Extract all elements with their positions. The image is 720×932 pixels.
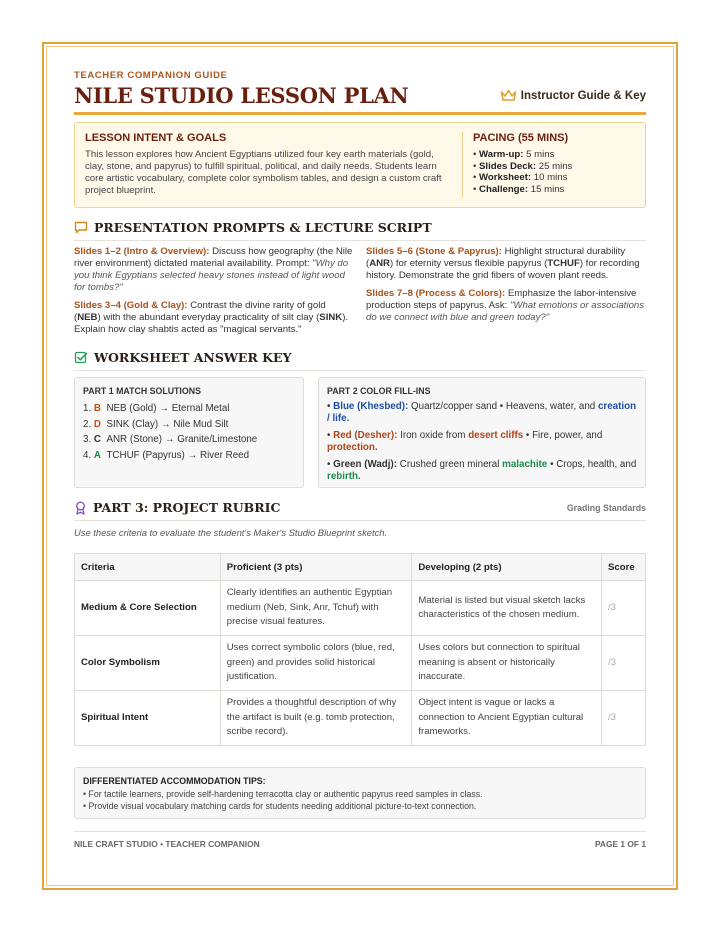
score-cell: /3 xyxy=(602,581,646,636)
tips-heading: DIFFERENTIATED ACCOMMODATION TIPS: xyxy=(83,776,266,786)
footer-rule xyxy=(74,831,646,832)
rubric-heading-row xyxy=(74,500,646,515)
title-row xyxy=(74,83,646,108)
match-solutions-box xyxy=(74,377,304,488)
instructor-guide-tag xyxy=(500,89,646,102)
developing-cell: Material is listed but visual sketch lacks characteristics of the chosen medium. xyxy=(412,581,602,636)
intent-text: This lesson explores how Ancient Egyptians utilized four key earth materials (gold, clay, stone, and papyrus) to fulfill spiritual, political, and daily needs. Students learn core artistic vocabulary, complete color symbolism tables, and design a custom craft project blueprint. xyxy=(85,149,442,196)
match-row: 4. A TCHUF (Papyrus) → River Reed xyxy=(83,449,250,461)
prompts-heading: PRESENTATION PROMPTS & LECTURE SCRIPT xyxy=(74,220,646,235)
score-cell: /3 xyxy=(602,691,646,746)
prompt-slides-5-6: Slides 5–6 (Stone & Papyrus): Highlight structural durability (ANR) for eternity versus flexible papyrus (TCHUF) for recording history. Demonstrate the grid fibers of woven plant reeds. xyxy=(366,246,640,281)
col-header: Developing (2 pts) xyxy=(412,554,602,581)
tip-item: • For tactile learners, provide self-hardening terracotta clay or authentic papyrus reed samples in class. xyxy=(83,789,637,801)
checkbox-icon xyxy=(74,351,88,364)
developing-cell: Object intent is vague or lacks a connection to Ancient Egyptian cultural frameworks. xyxy=(412,691,602,746)
criteria-cell: Medium & Core Selection xyxy=(75,581,221,636)
prompt-slides-3-4: Slides 3–4 (Gold & Clay): Contrast the divine rarity of gold (NEB) with the abundant everyday practicality of silt clay (SINK). Explain how clay shabtis acted as "magical servants." xyxy=(74,300,349,335)
prompt-slides-7-8: Slides 7–8 (Process & Colors): Emphasize the labor-intensive production steps of papyrus. Ask: "What emotions or associations do we connect with blue and green today?" xyxy=(366,288,645,323)
table-row xyxy=(75,581,646,636)
match-row: 3. C ANR (Stone) → Granite/Limestone xyxy=(83,434,258,445)
proficient-cell: Clearly identifies an authentic Egyptian medium (Neb, Sink, Anr, Tchuf) with precise visual features. xyxy=(220,581,412,636)
intent-box xyxy=(74,122,646,208)
proficient-cell: Uses correct symbolic colors (blue, red, green) and provides solid historical justification. xyxy=(220,636,412,691)
title-rule xyxy=(74,112,646,115)
grading-standards-label: Grading Standards xyxy=(566,502,646,513)
tip-item: • Provide visual vocabulary matching cards for students needing additional picture-to-text connection. xyxy=(83,801,637,813)
color-fill-ins-heading: PART 2 COLOR FILL-INS xyxy=(327,386,431,396)
section-rule xyxy=(74,520,646,521)
answer-key-row xyxy=(74,377,646,488)
rubric-header-row xyxy=(75,554,646,581)
color-fill-green: • Green (Wadj): Crushed green mineral malachite • Crops, health, and rebirth. xyxy=(327,459,637,482)
award-ribbon-icon xyxy=(74,501,87,515)
header-kicker: TEACHER COMPANION GUIDE xyxy=(74,70,228,81)
prompts-col-right xyxy=(366,246,646,342)
developing-cell: Uses colors but connection to spiritual meaning is absent or historically inaccurate. xyxy=(412,636,602,691)
lesson-plan-page xyxy=(74,70,646,849)
crown-icon xyxy=(500,89,517,102)
match-row: 1. B NEB (Gold) → Eternal Metal xyxy=(83,403,230,414)
criteria-cell: Spiritual Intent xyxy=(75,691,221,746)
pacing-heading: PACING (55 MINS) xyxy=(473,132,569,144)
pacing-section xyxy=(463,132,635,197)
prompts-col-left xyxy=(74,246,354,342)
rubric-table xyxy=(74,553,646,746)
rubric-note: Use these criteria to evaluate the student's Maker's Studio Blueprint sketch. xyxy=(74,527,388,538)
speech-bubble-icon xyxy=(74,221,88,234)
match-row: 2. D SINK (Clay) → Nile Mud Silt xyxy=(83,418,229,430)
page-title: NILE STUDIO LESSON PLAN xyxy=(74,83,409,108)
guide-tag-label: Instructor Guide & Key xyxy=(520,89,646,102)
score-cell: /3 xyxy=(602,636,646,691)
criteria-cell: Color Symbolism xyxy=(75,636,221,691)
proficient-cell: Provides a thoughtful description of why the artifact is built (e.g. tomb protection, scribe record). xyxy=(220,691,412,746)
col-header: Criteria xyxy=(75,554,221,581)
prompts-grid xyxy=(74,246,646,342)
table-row xyxy=(75,691,646,746)
footer xyxy=(74,839,646,849)
color-fill-blue: • Blue (Khesbed): Quartz/copper sand • Heavens, water, and creation / life. xyxy=(327,401,637,424)
pacing-item: • Worksheet: 10 mins xyxy=(473,172,635,184)
color-fill-red: • Red (Desher): Iron oxide from desert cliffs • Fire, power, and protection. xyxy=(327,430,603,453)
prompt-slides-1-2: Slides 1–2 (Intro & Overview): Discuss how geography (the Nile river environment) dictated material availability. Prompt: "Why do you think Egyptians selected heavy stones instead of light wood for tombs?" xyxy=(74,246,353,293)
table-row xyxy=(75,636,646,691)
footer-left: NILE CRAFT STUDIO • TEACHER COMPANION xyxy=(74,839,260,849)
col-header: Proficient (3 pts) xyxy=(220,554,412,581)
section-rule xyxy=(74,240,646,241)
accommodation-tips-box xyxy=(74,767,646,819)
intent-heading: LESSON INTENT & GOALS xyxy=(85,132,227,144)
match-solutions-heading: PART 1 MATCH SOLUTIONS xyxy=(83,386,201,396)
intent-section xyxy=(85,132,463,197)
section-rule xyxy=(74,370,646,371)
col-header: Score xyxy=(602,554,646,581)
pacing-item: • Challenge: 15 mins xyxy=(473,184,635,196)
pacing-item: • Slides Deck: 25 mins xyxy=(473,161,635,173)
answer-key-heading: WORKSHEET ANSWER KEY xyxy=(74,350,646,365)
pacing-item: • Warm-up: 5 mins xyxy=(473,149,635,161)
color-fill-ins-box xyxy=(318,377,646,488)
pacing-list xyxy=(473,149,635,195)
page-number: PAGE 1 OF 1 xyxy=(594,839,646,849)
rubric-heading: PART 3: PROJECT RUBRIC xyxy=(74,500,280,515)
